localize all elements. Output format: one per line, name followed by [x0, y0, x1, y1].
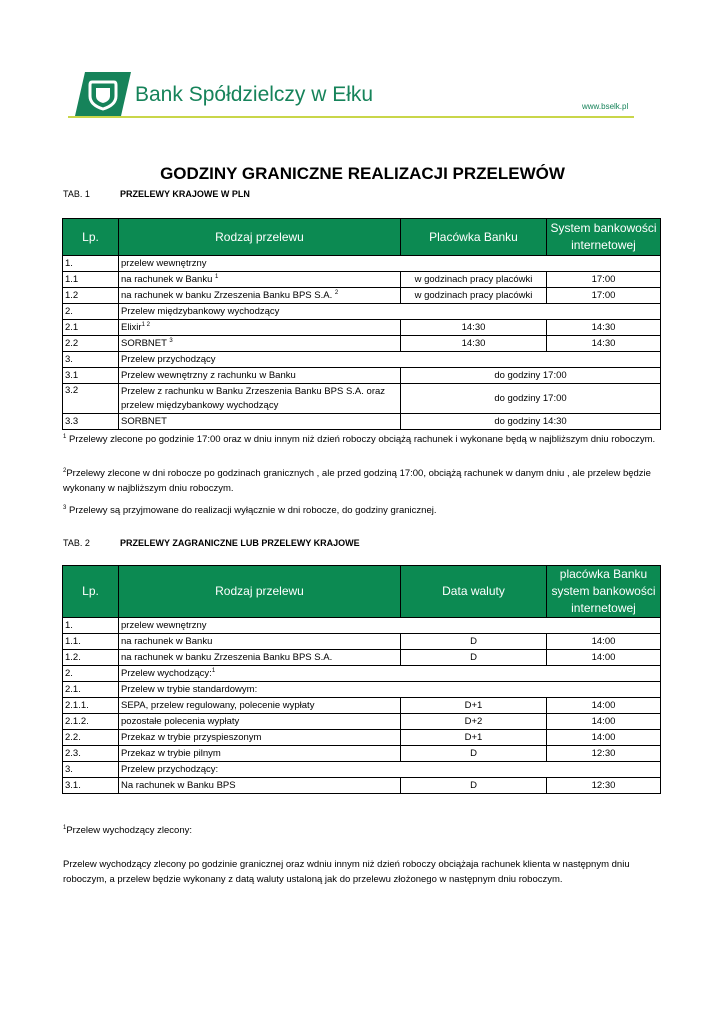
table-row: [63, 336, 661, 352]
header-lp: Lp.: [63, 219, 119, 256]
tab2-note-heading: $^1$Przelew wychodzący zlecony:: [63, 825, 193, 836]
cell-lp: 2.2.: [63, 730, 119, 746]
table-row: [63, 384, 661, 414]
table-row: [63, 352, 661, 368]
cell-system: 14:30: [547, 336, 661, 352]
cell-rodzaj: Przelew wewnętrzny z rachunku w Banku: [119, 368, 401, 384]
cell-placowka: 14:30: [401, 320, 547, 336]
cell-rodzaj: Przelew przychodzący: [119, 352, 661, 368]
cell-rodzaj: Przelew z rachunku w Banku Zrzeszenia Banku BPS S.A. oraz przelew międzybankowy wychodzący: [119, 384, 401, 414]
cell-rodzaj: przelew wewnętrzny: [119, 256, 661, 272]
cell-rodzaj: SORBNET $^3$: [119, 336, 401, 352]
cell-lp: 2.1: [63, 320, 119, 336]
header-divider: [68, 116, 634, 118]
header-lp: Lp.: [63, 566, 119, 618]
cell-godzina: 14:00: [547, 714, 661, 730]
header-data: Data waluty: [401, 566, 547, 618]
cell-system: 14:30: [547, 320, 661, 336]
cell-lp: 3.1: [63, 368, 119, 384]
table-row: [63, 304, 661, 320]
header-placowka: Placówka Banku: [401, 219, 547, 256]
cell-lp: 1.: [63, 256, 119, 272]
table-row: [63, 634, 661, 650]
cell-lp: 2.1.2.: [63, 714, 119, 730]
table-row: [63, 778, 661, 794]
bank-url[interactable]: www.bselk.pl: [582, 102, 629, 111]
cell-lp: 3.: [63, 352, 119, 368]
cell-lp: 2.: [63, 304, 119, 320]
table-header-row: [63, 219, 661, 256]
table-row: [63, 368, 661, 384]
table-row: [63, 682, 661, 698]
cell-lp: 1.1: [63, 272, 119, 288]
cell-godzina: 12:30: [547, 746, 661, 762]
table-header-row: [63, 566, 661, 618]
cell-lp: 2.: [63, 666, 119, 682]
table-row: [63, 414, 661, 430]
table-row: [63, 666, 661, 682]
table-row: [63, 256, 661, 272]
table-row: [63, 746, 661, 762]
cell-rodzaj: Przekaz w trybie pilnym: [119, 746, 401, 762]
cell-lp: 2.1.: [63, 682, 119, 698]
cell-data: D+1: [401, 698, 547, 714]
page-title: GODZINY GRANICZNE REALIZACJI PRZELEWÓW: [160, 164, 565, 183]
cell-placowka: w godzinach pracy placówki: [401, 272, 547, 288]
cell-lp: 1.2: [63, 288, 119, 304]
cell-lp: 2.1.1.: [63, 698, 119, 714]
table-row: [63, 288, 661, 304]
cell-lp: 3.1.: [63, 778, 119, 794]
header-rodzaj: Rodzaj przelewu: [119, 566, 401, 618]
cell-rodzaj: SORBNET: [119, 414, 401, 430]
table-row: [63, 272, 661, 288]
bank-name: Bank Spółdzielczy w Ełku: [135, 83, 374, 106]
tab2-note-body: Przelew wychodzący zlecony po godzinie granicznej oraz wdniu innym niż dzień roboczy obciążaja rachunek klienta w następnym dniu roboczym, a przelew będzie wykonany z datą waluty ustaloną jak do przelewu złożonego w następnym dniu roboczym.: [63, 859, 630, 885]
table-row: [63, 730, 661, 746]
cell-godzina: 12:30: [547, 778, 661, 794]
cell-data: D+1: [401, 730, 547, 746]
table-row: [63, 320, 661, 336]
tab1-table: [62, 218, 661, 430]
tab2-table: [62, 565, 661, 794]
tab1-note-2: $^2$Przelewy zlecone w dni robocze po godzinach granicznych , ale przed godziną 17:00, obciążą rachunek w danym dniu , ale przelew będzie wykonany w najbliższym dniu roboczym.: [63, 468, 651, 494]
cell-godzina: 14:00: [547, 634, 661, 650]
cell-lp: 1.1.: [63, 634, 119, 650]
table-row: [63, 698, 661, 714]
cell-placowka: w godzinach pracy placówki: [401, 288, 547, 304]
cell-lp: 1.2.: [63, 650, 119, 666]
tab2-name: PRZELEWY ZAGRANICZNE LUB PRZELEWY KRAJOWE: [120, 538, 360, 548]
table-row: [63, 650, 661, 666]
cell-rodzaj: przelew wewnętrzny: [119, 618, 661, 634]
tab1-label: TAB. 1: [63, 189, 90, 199]
cell-data: D+2: [401, 714, 547, 730]
cell-rodzaj: pozostałe polecenia wypłaty: [119, 714, 401, 730]
cell-merged: do godziny 14:30: [401, 414, 661, 430]
tab1-note-1: $^1$ Przelewy zlecone po godzinie 17:00 oraz w dniu innym niż dzień roboczy obciążą rachunek i wykonane będą w najbliższym dniu roboczym.: [63, 434, 656, 445]
cell-rodzaj: na rachunek w banku Zrzeszenia Banku BPS S.A. $^2$: [119, 288, 401, 304]
cell-rodzaj: Przelew w trybie standardowym:: [119, 682, 661, 698]
cell-lp: 3.2: [63, 384, 119, 414]
header-rodzaj: Rodzaj przelewu: [119, 219, 401, 256]
cell-rodzaj: SEPA, przelew regulowany, polecenie wypłaty: [119, 698, 401, 714]
cell-rodzaj: na rachunek w Banku: [119, 634, 401, 650]
cell-system: 17:00: [547, 272, 661, 288]
cell-lp: 2.2: [63, 336, 119, 352]
tab1-note-3: $^3$ Przelewy są przyjmowane do realizacji wyłącznie w dni robocze, do godziny granicznej.: [63, 505, 437, 516]
table-row: [63, 618, 661, 634]
tab2-label: TAB. 2: [63, 538, 90, 548]
cell-lp: 2.3.: [63, 746, 119, 762]
cell-data: D: [401, 746, 547, 762]
cell-rodzaj: Elixir$^{1 2}$: [119, 320, 401, 336]
bank-logo-icon: [75, 72, 131, 116]
cell-rodzaj: Przelew międzybankowy wychodzący: [119, 304, 661, 320]
cell-lp: 3.: [63, 762, 119, 778]
cell-rodzaj: na rachunek w banku Zrzeszenia Banku BPS S.A.: [119, 650, 401, 666]
cell-merged: do godziny 17:00: [401, 384, 661, 414]
table-row: [63, 714, 661, 730]
header-system: System bankowości internetowej: [547, 219, 661, 256]
cell-system: 17:00: [547, 288, 661, 304]
cell-rodzaj: Przelew wychodzący:$^1$: [119, 666, 661, 682]
tab1-name: PRZELEWY KRAJOWE W PLN: [120, 189, 250, 199]
cell-merged: do godziny 17:00: [401, 368, 661, 384]
cell-godzina: 14:00: [547, 698, 661, 714]
cell-data: D: [401, 778, 547, 794]
cell-data: D: [401, 634, 547, 650]
header-placowka: placówka Banku system bankowości internetowej: [547, 566, 661, 618]
cell-data: D: [401, 650, 547, 666]
cell-rodzaj: na rachunek w Banku $^1$: [119, 272, 401, 288]
cell-placowka: 14:30: [401, 336, 547, 352]
cell-lp: 3.3: [63, 414, 119, 430]
cell-godzina: 14:00: [547, 650, 661, 666]
cell-lp: 1.: [63, 618, 119, 634]
table-row: [63, 762, 661, 778]
cell-rodzaj: Na rachunek w Banku BPS: [119, 778, 401, 794]
cell-godzina: 14:00: [547, 730, 661, 746]
cell-rodzaj: Przekaz w trybie przyspieszonym: [119, 730, 401, 746]
cell-rodzaj: Przelew przychodzący:: [119, 762, 661, 778]
